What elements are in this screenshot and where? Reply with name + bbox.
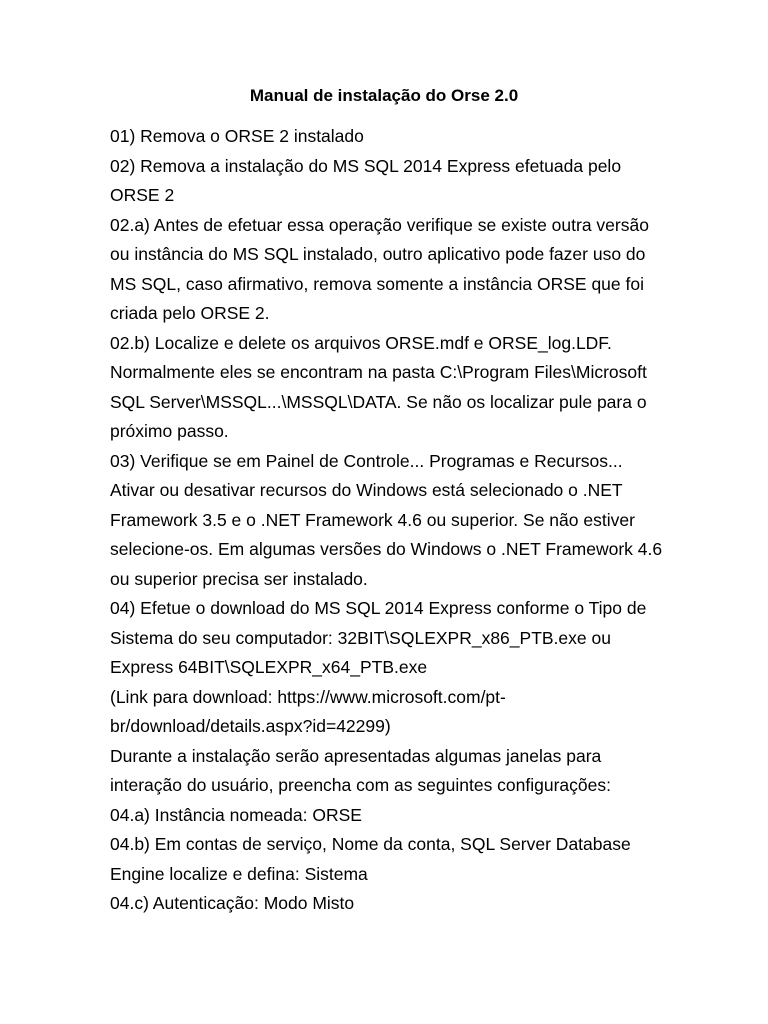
document-body <box>110 122 670 919</box>
paragraph-step-04a: 04.a) Instância nomeada: ORSE <box>110 804 362 825</box>
paragraph-step-02b: 02.b) Localize e delete os arquivos ORSE.mdf e ORSE_log.LDF. Normalmente eles se encontram na pasta C:\Program Files\Microsoft SQL Server\MSSQL...\MSSQL\DATA. Se não os localizar pule para o próximo passo. <box>110 332 647 441</box>
paragraph-install-note: Durante a instalação serão apresentadas algumas janelas para interação do usuário, preencha com as seguintes configurações: <box>110 745 611 795</box>
paragraph-download-link: (Link para download: https://www.microsoft.com/pt-br/download/details.aspx?id=42299) <box>110 686 506 736</box>
paragraph-step-04: 04) Efetue o download do MS SQL 2014 Express conforme o Tipo de Sistema do seu computador: 32BIT\SQLEXPR_x86_PTB.exe ou Express 64BIT\SQLEXPR_x64_PTB.exe <box>110 598 647 677</box>
paragraph-step-04b: 04.b) Em contas de serviço, Nome da conta, SQL Server Database Engine localize e defina: Sistema <box>110 834 631 884</box>
paragraph-step-04c: 04.c) Autenticação: Modo Misto <box>110 893 355 913</box>
paragraph-step-03: 03) Verifique se em Painel de Controle... Programas e Recursos... Ativar ou desativar recursos do Windows está selecionado o .NET Framework 3.5 e o .NET Framework 4.6 ou superior. Se não estiver selecione-os. Em algumas versões do Windows o .NET Framework 4.6 ou superior precisa ser instalado. <box>110 450 663 589</box>
paragraph-step-02a: 02.a) Antes de efetuar essa operação verifique se existe outra versão ou instância do MS SQL instalado, outro aplicativo pode fazer uso do MS SQL, caso afirmativo, remova somente a instância ORSE que foi criada pelo ORSE 2. <box>110 214 649 323</box>
paragraph-step-02: 02) Remova a instalação do MS SQL 2014 Express efetuada pelo ORSE 2 <box>110 155 622 205</box>
paragraph-step-01: 01) Remova o ORSE 2 instalado <box>110 126 364 146</box>
document-title: Manual de instalação do Orse 2.0 <box>249 86 519 105</box>
